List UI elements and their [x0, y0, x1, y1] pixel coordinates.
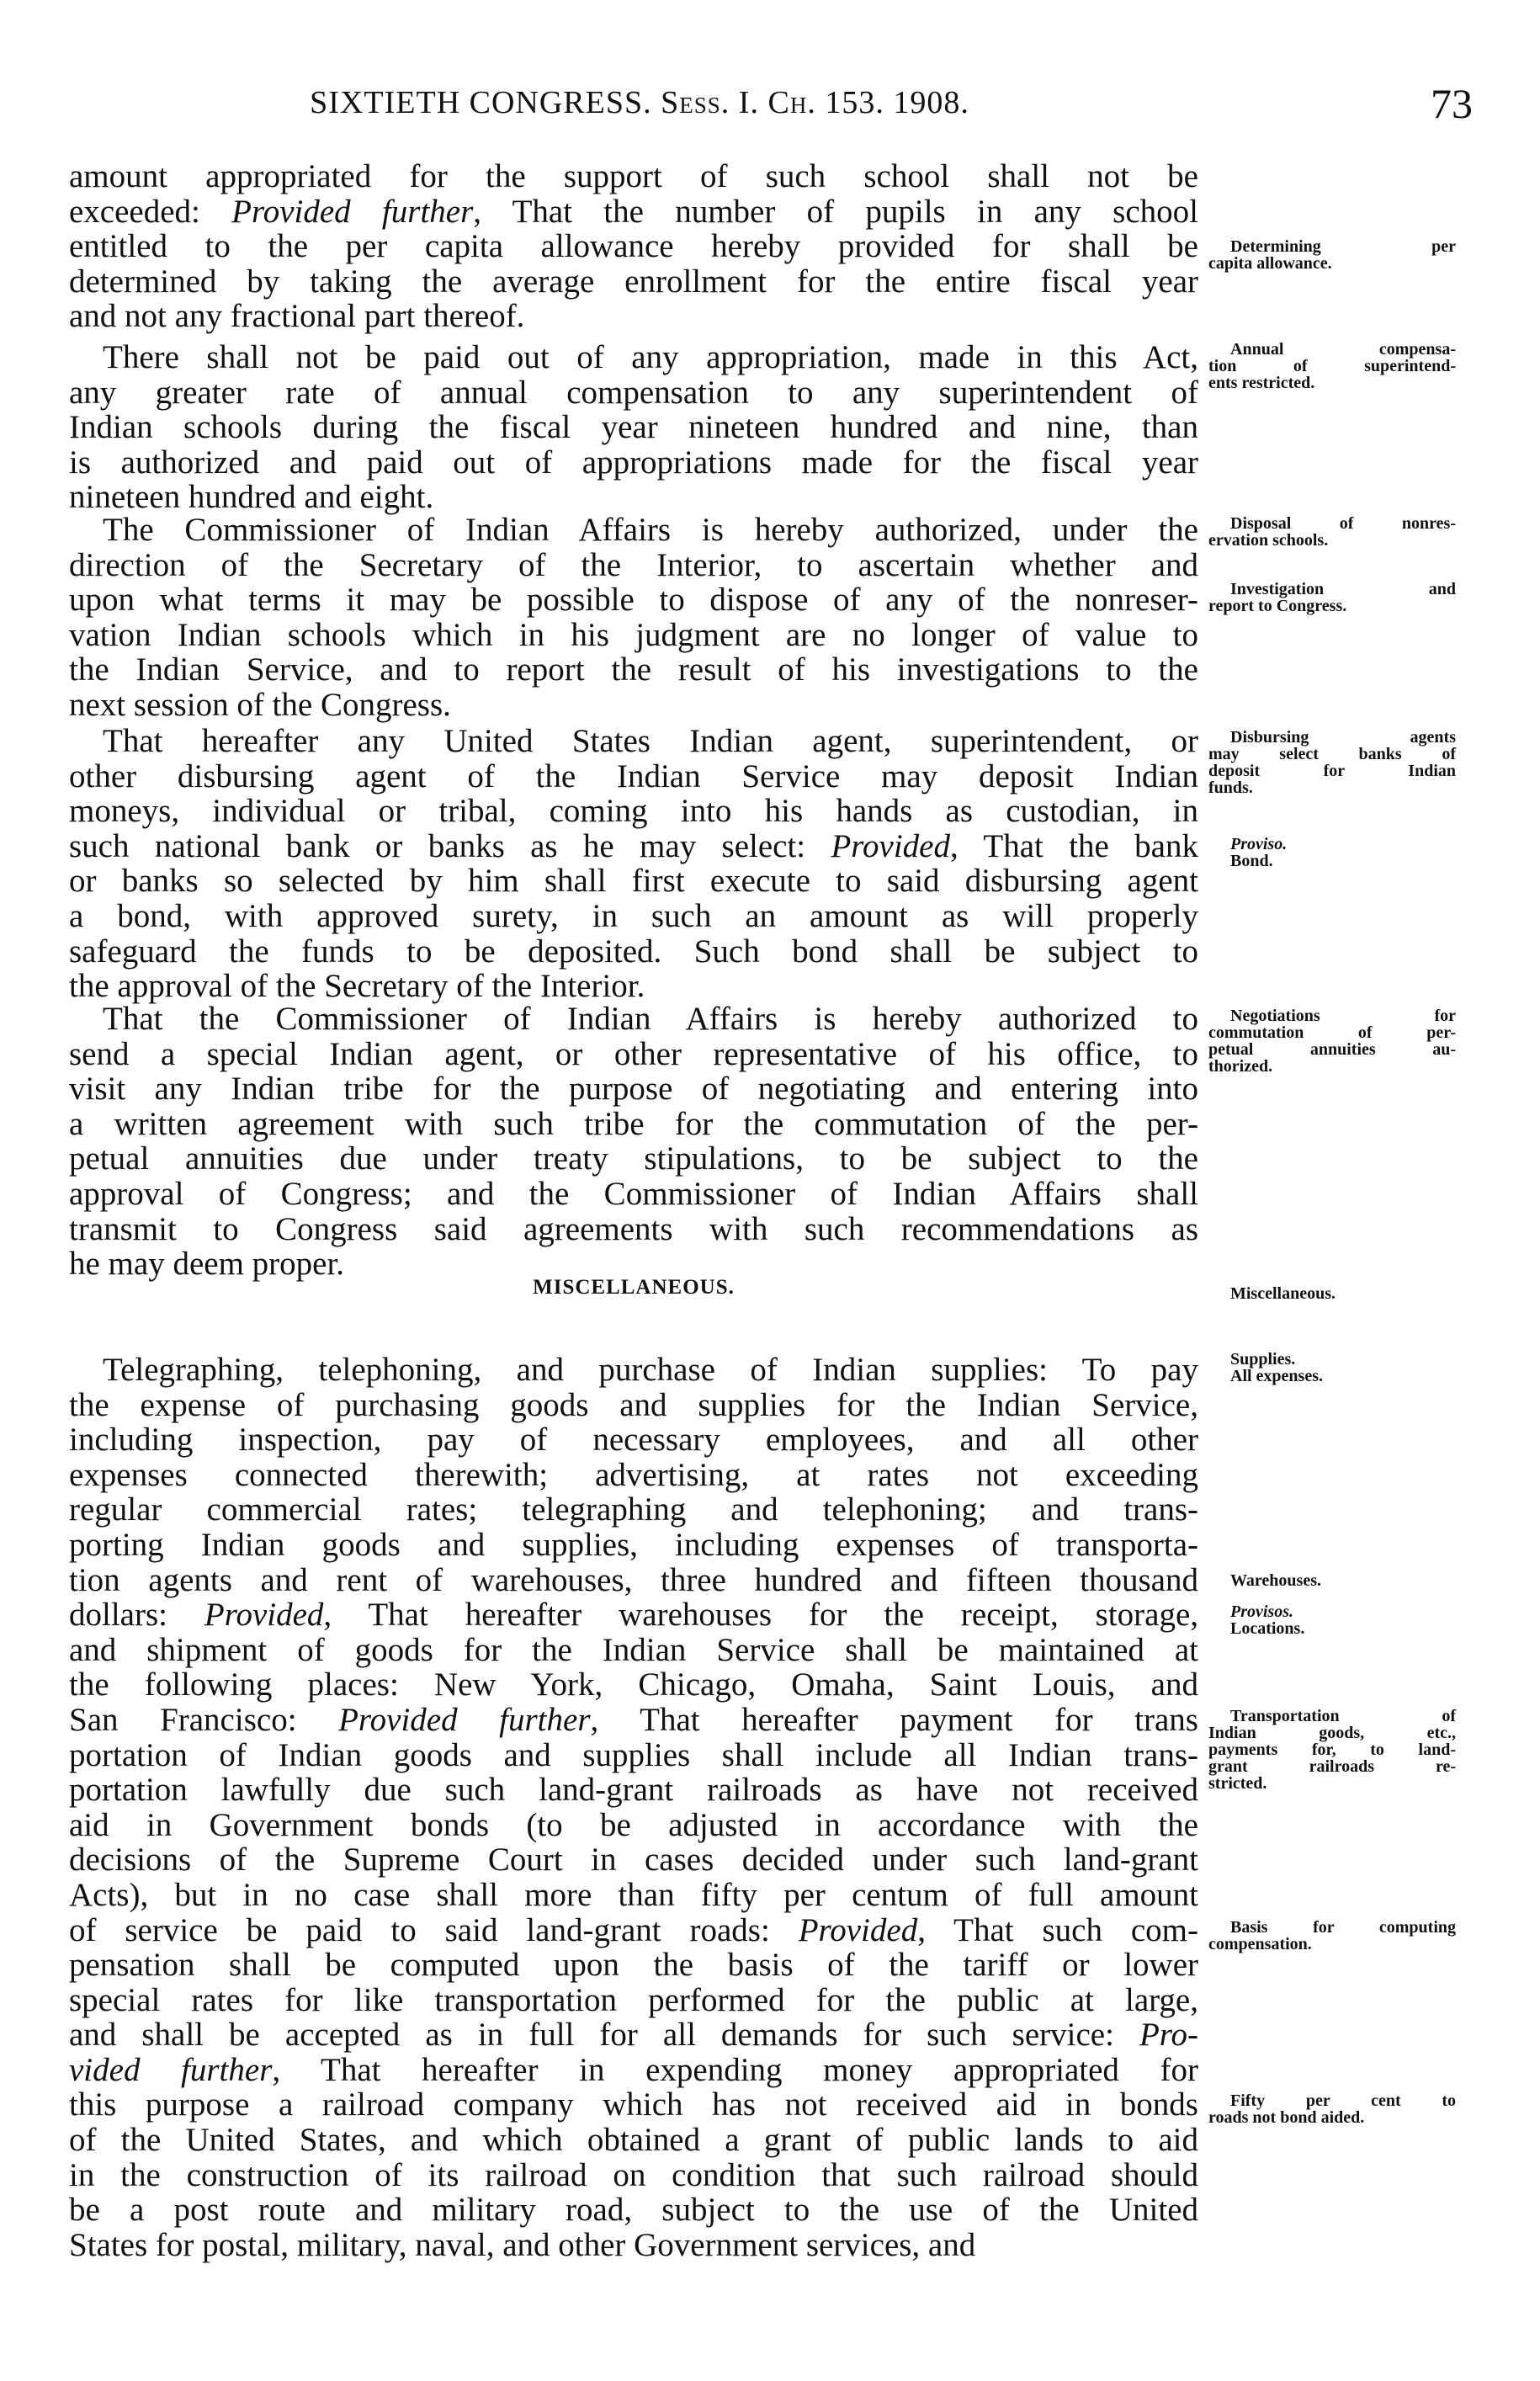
text-line [69, 1667, 1198, 1703]
text-line [69, 618, 1198, 653]
margin-note-line [1208, 1368, 1456, 1384]
text-run: special rates for like transportation performed for the public at large, [69, 1981, 1198, 2018]
year: 1908. [893, 85, 969, 120]
paragraph [69, 1353, 1198, 2262]
margin-note-line [1208, 1058, 1456, 1075]
text-run: Disposal of nonres- [1230, 514, 1456, 533]
text-line [69, 1633, 1198, 1668]
text-run: other disbursing agent of the Indian Service may deposit Indian [69, 757, 1198, 795]
margin-note-line [1208, 1024, 1456, 1041]
text-line [69, 1107, 1198, 1142]
text-line [69, 1458, 1198, 1493]
text-run: Supplies. [1230, 1350, 1296, 1369]
text-run: Miscellaneous. [1230, 1284, 1336, 1303]
text-run: vation Indian schools which in his judgment are no longer of value to [69, 616, 1198, 653]
text-line [69, 2158, 1198, 2193]
margin-note-line [1208, 1007, 1456, 1024]
text-run: determined by taking the average enrollment for the entire fiscal year [69, 263, 1198, 300]
margin-note [1208, 729, 1456, 796]
margin-note-line [1208, 1741, 1456, 1758]
text-run: , That hereafter payment for trans [590, 1701, 1198, 1738]
text-run: report to Congress. [1208, 597, 1347, 615]
text-run: of the United States, and which obtained a grant of public lands to aid [69, 2122, 1198, 2159]
text-line [69, 794, 1198, 829]
margin-note-line [1208, 1285, 1456, 1302]
italic-text-run: Provided [831, 827, 950, 864]
text-run: any greater rate of annual compensation to any superintendent of [69, 374, 1198, 411]
text-run: or banks so selected by him shall first execute to said disbursing agent [69, 863, 1198, 900]
paragraph [69, 1002, 1198, 1282]
text-run: San Francisco: [69, 1701, 339, 1738]
margin-note-line [1208, 1725, 1456, 1741]
margin-note [1208, 1351, 1456, 1384]
text-line [69, 299, 1198, 334]
text-line [69, 480, 1198, 515]
text-run: tion agents and rent of warehouses, three hundred and fifteen thousand [69, 1561, 1198, 1598]
text-line [69, 1597, 1198, 1633]
margin-note-line [1208, 375, 1456, 391]
text-line [69, 759, 1198, 795]
text-run: , That the bank [950, 827, 1198, 864]
text-line [69, 1002, 1198, 1037]
text-run: a written agreement with such tribe for the commutation of the per- [69, 1105, 1198, 1142]
text-run: this purpose a railroad company which has not received aid in bonds [69, 2086, 1198, 2123]
margin-note-line [1208, 238, 1456, 255]
text-run: Acts), but in no case shall more than fifty per centum of full amount [69, 1876, 1198, 1913]
page-number: 73 [1431, 80, 1473, 127]
text-run: All expenses. [1230, 1367, 1323, 1385]
margin-note-line [1208, 853, 1456, 869]
text-line [69, 548, 1198, 583]
text-run: tion of superintend- [1208, 357, 1456, 375]
italic-text-run: vided further [69, 2051, 273, 2088]
text-run: Bond. [1230, 852, 1273, 870]
margin-note-line [1208, 255, 1456, 272]
text-line [69, 864, 1198, 899]
text-run: the following places: New York, Chicago, Omaha, Saint Louis, and [69, 1666, 1198, 1703]
text-run: and shipment of goods for the Indian Service shall be maintained at [69, 1631, 1198, 1668]
margin-note-line [1208, 763, 1456, 779]
text-run: and not any fractional part thereof. [69, 298, 525, 335]
margin-note-line [1208, 532, 1456, 549]
text-run: , That hereafter warehouses for the receipt, storage, [323, 1597, 1198, 1634]
text-run: upon what terms it may be possible to dispose of any of the nonreser- [69, 582, 1198, 619]
margin-note-line [1208, 1708, 1456, 1725]
text-run: , That hereafter in expending money appropriated for [272, 2051, 1198, 2088]
italic-text-run: Provided [204, 1597, 324, 1634]
running-head [168, 84, 1111, 121]
text-run: entitled to the per capita allowance hereby provided for shall be [69, 228, 1198, 265]
text-run: send a special Indian agent, or other representative of his office, to [69, 1035, 1198, 1072]
text-run: such national bank or banks as he may select: [69, 827, 831, 864]
text-line [69, 2053, 1198, 2088]
text-run: transmit to Congress said agreements with such recommendations as [69, 1210, 1198, 1247]
text-line [69, 934, 1198, 970]
margin-note [1208, 341, 1456, 391]
text-run: Disbursing agents [1230, 728, 1456, 747]
text-line [69, 1948, 1198, 1983]
text-run: nineteen hundred and eight. [69, 479, 434, 516]
text-run: grant railroads re- [1208, 1757, 1456, 1776]
text-run: including inspection, pay of necessary employees, and all other [69, 1422, 1198, 1459]
text-run: expenses connected therewith; advertising, at rates not exceeding [69, 1456, 1198, 1493]
margin-note-line [1208, 1603, 1456, 1620]
margin-note [1208, 515, 1456, 549]
text-run: and shall be accepted as in full for all demands for such service: [69, 2017, 1139, 2054]
text-run: commutation of per- [1208, 1023, 1456, 1042]
text-line [69, 194, 1198, 230]
text-line [69, 1808, 1198, 1843]
text-line [69, 1772, 1198, 1808]
text-run: funds. [1208, 779, 1253, 797]
paragraph [69, 724, 1198, 1004]
text-run: , That the number of pupils in any school [473, 193, 1198, 230]
text-run: Negotiations for [1230, 1007, 1456, 1025]
margin-note-line [1208, 341, 1456, 358]
margin-note-line [1208, 1936, 1456, 1953]
text-run: exceeded: [69, 193, 232, 230]
text-line [69, 1037, 1198, 1072]
text-run: Indian goods, etc., [1208, 1724, 1456, 1742]
margin-note-line [1208, 1919, 1456, 1936]
margin-note-line [1208, 1775, 1456, 1792]
text-line [69, 582, 1198, 618]
text-line [69, 1528, 1198, 1563]
text-run: approval of Congress; and the Commissioner of Indian Affairs shall [69, 1175, 1198, 1212]
text-run: Investigation and [1230, 580, 1456, 598]
text-line [69, 229, 1198, 264]
margin-note [1208, 1285, 1456, 1302]
margin-note [1208, 1007, 1456, 1075]
text-run: next session of the Congress. [69, 686, 451, 723]
text-line [69, 1212, 1198, 1247]
text-run: , That such com- [917, 1911, 1198, 1948]
margin-note [1208, 581, 1456, 614]
paragraph [69, 159, 1198, 334]
text-run: pensation shall be computed upon the basis of the tariff or lower [69, 1947, 1198, 1984]
margin-note-line [1208, 1758, 1456, 1775]
margin-note-line [1208, 358, 1456, 375]
margin-note [1208, 238, 1456, 272]
text-line [69, 2017, 1198, 2053]
text-run: direction of the Secretary of the Interior, to ascertain whether and [69, 546, 1198, 583]
text-run: Determining per [1230, 237, 1456, 256]
margin-note-line [1208, 746, 1456, 763]
text-line [69, 375, 1198, 411]
text-line [69, 340, 1198, 375]
text-run: the approval of the Secretary of the Interior. [69, 968, 645, 1005]
text-run: may select banks of [1208, 745, 1456, 763]
margin-note [1208, 1572, 1456, 1589]
text-run: That the Commissioner of Indian Affairs is hereby authorized to [103, 1001, 1198, 1037]
text-line [69, 2192, 1198, 2228]
italic-text-run: Proviso. [1230, 835, 1288, 853]
text-line [69, 1563, 1198, 1598]
text-run: Telegraphing, telephoning, and purchase of Indian supplies: To pay [103, 1352, 1198, 1388]
text-run: the Indian Service, and to report the result of his investigations to the [69, 651, 1198, 688]
text-run: capita allowance. [1208, 254, 1332, 273]
text-run: compensation. [1208, 1935, 1312, 1953]
margin-note-line [1208, 729, 1456, 746]
italic-text-run: Provided further [231, 193, 474, 230]
text-run: thorized. [1208, 1057, 1273, 1076]
text-run: aid in Government bonds (to be adjusted in accordance with the [69, 1806, 1198, 1843]
text-run: stricted. [1208, 1774, 1267, 1793]
text-line [69, 445, 1198, 481]
text-run: dollars: [69, 1597, 204, 1634]
text-run: The Commissioner of Indian Affairs is hereby authorized, under the [103, 512, 1198, 548]
text-run: roads not bond aided. [1208, 2108, 1365, 2127]
margin-note-line [1208, 1572, 1456, 1589]
text-run: Annual compensa- [1230, 340, 1456, 359]
text-run: visit any Indian tribe for the purpose of negotiating and entering into [69, 1071, 1198, 1108]
text-run: safeguard the funds to be deposited. Such bond shall be subject to [69, 933, 1198, 970]
text-run: There shall not be paid out of any appropriation, made in this Act, [103, 339, 1198, 375]
text-run: deposit for Indian [1208, 762, 1456, 780]
text-run: petual annuities au- [1208, 1040, 1456, 1059]
margin-note-line [1208, 515, 1456, 532]
text-run: ents restricted. [1208, 374, 1315, 392]
text-run: the expense of purchasing goods and supplies for the Indian Service, [69, 1386, 1198, 1423]
text-run: Transportation of [1230, 1707, 1456, 1725]
text-line [69, 688, 1198, 723]
text-line [69, 1738, 1198, 1773]
margin-note [1208, 836, 1456, 869]
text-line [69, 1071, 1198, 1107]
text-run: petual annuities due under treaty stipulations, to be subject to the [69, 1140, 1198, 1177]
text-line [69, 652, 1198, 688]
text-run: moneys, individual or tribal, coming into his hands as custodian, in [69, 793, 1198, 830]
text-run: Locations. [1230, 1619, 1305, 1638]
margin-note [1208, 2092, 1456, 2126]
text-line [69, 899, 1198, 934]
text-line [69, 513, 1198, 548]
italic-text-run: Provided [798, 1911, 918, 1948]
text-run: be a post route and military road, subject to the use of the United [69, 2192, 1198, 2229]
text-line [69, 969, 1198, 1004]
text-line [69, 1492, 1198, 1528]
text-run: Fifty per cent to [1230, 2091, 1456, 2110]
text-run: a bond, with approved surety, in such an amount as will properly [69, 897, 1198, 934]
text-line [69, 1913, 1198, 1948]
margin-note-line [1208, 836, 1456, 853]
text-run: portation lawfully due such land-grant railroads as have not received [69, 1772, 1198, 1809]
text-run: Indian schools during the fiscal year nineteen hundred and nine, than [69, 409, 1198, 446]
text-line [69, 1177, 1198, 1212]
margin-note-line [1208, 2092, 1456, 2109]
italic-text-run: Pro- [1139, 2017, 1198, 2054]
text-run: in the construction of its railroad on condition that such railroad should [69, 2156, 1198, 2193]
congress-title: SIXTIETH CONGRESS. [310, 85, 652, 120]
text-line [69, 1983, 1198, 2018]
text-run: is authorized and paid out of appropriations made for the fiscal year [69, 444, 1198, 481]
margin-note-line [1208, 581, 1456, 598]
text-line [69, 1353, 1198, 1388]
text-run: That hereafter any United States Indian agent, superintendent, or [103, 723, 1198, 759]
text-run: ervation schools. [1208, 531, 1329, 550]
text-line [69, 829, 1198, 864]
text-run: States for postal, military, naval, and other Government services, and [69, 2226, 976, 2263]
text-run: decisions of the Supreme Court in cases decided under such land-grant [69, 1842, 1198, 1879]
margin-note [1208, 1708, 1456, 1792]
chapter: Ch. 153. [767, 85, 884, 120]
italic-text-run: Provisos. [1230, 1602, 1293, 1621]
text-line [69, 2087, 1198, 2123]
margin-note-line [1208, 1351, 1456, 1368]
text-line [69, 264, 1198, 300]
text-line [69, 1842, 1198, 1878]
margin-note [1208, 1919, 1456, 1953]
text-line [69, 1141, 1198, 1177]
text-run: he may deem proper. [69, 1246, 345, 1283]
text-line [69, 1422, 1198, 1458]
margin-note-line [1208, 1620, 1456, 1637]
text-line [69, 410, 1198, 445]
session: Sess. I. [661, 85, 759, 120]
text-line [69, 1878, 1198, 1913]
paragraph [69, 340, 1198, 515]
text-run: amount appropriated for the support of such school shall not be [69, 158, 1198, 194]
italic-text-run: Provided further [338, 1701, 591, 1738]
text-line [69, 1388, 1198, 1423]
margin-note-line [1208, 1041, 1456, 1058]
section-heading: MISCELLANEOUS. [533, 1276, 735, 1299]
text-line [69, 159, 1198, 194]
text-run: Warehouses. [1230, 1571, 1321, 1590]
margin-note [1208, 1603, 1456, 1637]
text-run: Basis for computing [1230, 1918, 1456, 1937]
text-run: regular commercial rates; telegraphing and telephoning; and trans- [69, 1491, 1198, 1528]
text-line [69, 1703, 1198, 1738]
text-run: portation of Indian goods and supplies shall include all Indian trans- [69, 1736, 1198, 1773]
text-line [69, 724, 1198, 759]
margin-note-line [1208, 2109, 1456, 2126]
text-run: porting Indian goods and supplies, including expenses of transporta- [69, 1526, 1198, 1563]
text-run: payments for, to land- [1208, 1741, 1456, 1759]
paragraph [69, 513, 1198, 723]
margin-note-line [1208, 779, 1456, 796]
text-line [69, 2228, 1198, 2263]
margin-note-line [1208, 598, 1456, 614]
text-run: of service be paid to said land-grant roads: [69, 1911, 799, 1948]
text-line [69, 2123, 1198, 2158]
